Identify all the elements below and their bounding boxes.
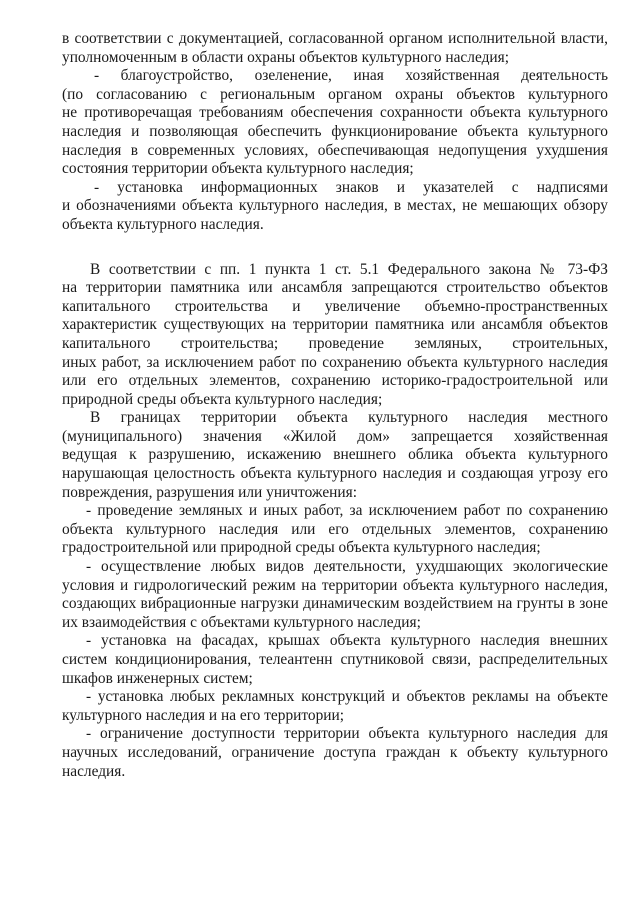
text-line: уполномоченным в области охраны объектов культурного наследия; (62, 48, 509, 66)
text-line: В границах территории объекта культурного наследия местного (90, 409, 608, 427)
text-line: систем кондиционирования, телеантенн спутниковой связи, распределительных (62, 651, 608, 668)
text-line: капитального строительства и увеличение объемно-пространственных (62, 297, 608, 315)
text-line: создающих вибрационные нагрузки динамическим воздействием на грунты в зоне (62, 595, 608, 613)
text-line: шкафов инженерных систем; (62, 669, 253, 687)
text-line: объекта культурного наследия. (62, 215, 264, 233)
text-line: - установка информационных знаков и указателей с надписями (94, 178, 608, 196)
text-line: - проведение земляных и иных работ, за исключением работ по сохранению (86, 502, 608, 520)
text-line: природной среды объекта культурного наследия; (62, 390, 383, 408)
text-line: состояния территории объекта культурного наследия; (62, 160, 414, 178)
text-line: наследия и позволяющая обеспечить функционирование объекта культурного (62, 122, 608, 140)
paragraph (62, 725, 608, 744)
paragraph (62, 86, 608, 179)
text-line: условия и гидрологический режим на территории объекта культурного наследия, (62, 576, 608, 594)
text-line: (муниципального) значения «Жилой дом» запрещается хозяйственная (62, 427, 608, 445)
paragraph (62, 632, 608, 651)
text-line: иных работ, за исключением работ по сохранению объекта культурного наследия (62, 353, 608, 371)
paragraph (62, 179, 608, 198)
text-line: нарушающая целостность объекта культурного наследия и создающая угрозу его (62, 465, 608, 483)
text-line: не противоречащая требованиям обеспечения сохранности объекта культурного (62, 104, 608, 122)
paragraph (62, 744, 608, 781)
text-line: и обозначениями объекта культурного наследия, в местах, не мешающих обзору (62, 197, 608, 215)
text-line: культурного наследия и на его территории; (62, 706, 345, 724)
text-line: - установка на фасадах, крышах объекта культурного наследия внешних (86, 632, 608, 650)
text-line: в соответствии с документацией, согласованной органом исполнительной власти, (62, 30, 608, 47)
paragraph (62, 428, 608, 502)
document-body (62, 30, 608, 781)
paragraph (62, 651, 608, 688)
paragraph (62, 409, 608, 428)
paragraph (62, 521, 608, 558)
text-line: - ограничение доступности территории объекта культурного наследия для (86, 725, 608, 743)
paragraph (62, 688, 608, 707)
text-line: В соответствии с пп. 1 пункта 1 ст. 5.1 Федерального закона № 73-ФЗ (90, 260, 608, 278)
text-line: наследия в современных условиях, обеспечивающая недопущения ухудшения (62, 141, 608, 159)
text-line: наследия. (62, 762, 126, 780)
text-line: - осуществление любых видов деятельности, ухудшающих экологические (86, 558, 608, 576)
paragraph (62, 577, 608, 633)
paragraph (62, 197, 608, 234)
paragraph (62, 502, 608, 521)
paragraph-gap (62, 235, 608, 261)
text-line: (по согласованию с региональным органом охраны объектов культурного (62, 85, 608, 103)
text-line: или его отдельных элементов, сохранению историко-градостроительной или (62, 372, 608, 390)
text-line: капитального строительства; проведение земляных, строительных, (62, 334, 608, 352)
text-line: градостроительной или природной среды объекта культурного наследия; (62, 539, 541, 557)
text-line: научных исследований, ограничение доступа граждан к объекту культурного (62, 743, 608, 761)
paragraph (62, 279, 608, 409)
paragraph (62, 261, 608, 280)
text-line: их взаимодействия с объектами культурного наследия; (62, 613, 421, 631)
text-line: ведущая к разрушению, искажению внешнего облика объекта культурного (62, 446, 608, 464)
text-line: - установка любых рекламных конструкций и объектов рекламы на объекте (86, 688, 608, 706)
text-line: - благоустройство, озеленение, иная хозяйственная деятельность (94, 67, 608, 85)
text-line: объекта культурного наследия или его отдельных элементов, сохранению (62, 520, 608, 538)
text-line: повреждения, разрушения или уничтожения: (62, 483, 357, 501)
text-line: на территории памятника или ансамбля запрещаются строительство объектов (62, 279, 608, 297)
paragraph (62, 558, 608, 577)
paragraph (62, 707, 608, 726)
paragraph (62, 67, 608, 86)
paragraph (62, 30, 608, 67)
text-line: характеристик существующих на территории памятника или ансамбля объектов (62, 316, 608, 334)
